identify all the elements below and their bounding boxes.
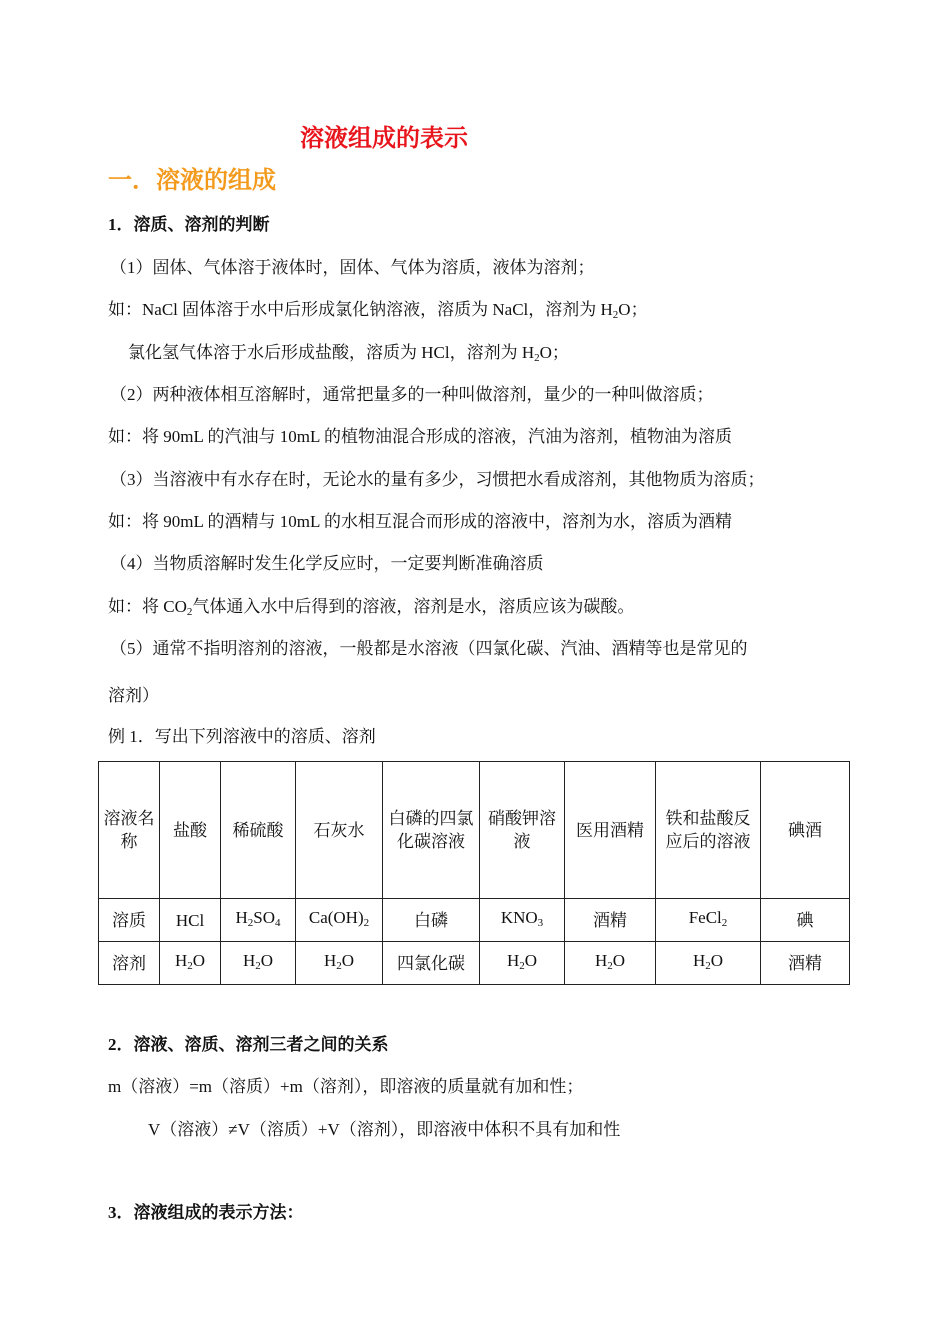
paragraph-line: 如：将 $CO_2$气体通入水中后得到的溶液，溶剂是水，溶质应该为碳酸。 [108, 597, 635, 618]
table-cell: 酒精 [565, 899, 656, 942]
subsection-heading: 2．溶液、溶质、溶剂三者之间的关系 [108, 1035, 389, 1054]
subsection-heading: 3．溶液组成的表示方法： [108, 1203, 304, 1222]
paragraph-line: （5）通常不指明溶剂的溶液，一般都是水溶液（四氯化碳、汽油、酒精等也是常见的 [110, 639, 748, 658]
paragraph-line: （2）两种液体相互溶解时，通常把量多的一种叫做溶剂，量少的一种叫做溶质； [110, 385, 714, 404]
table-cell: 溶液名称 [99, 762, 160, 899]
table-cell: 铁和盐酸反应后的溶液 [656, 762, 761, 899]
page-title: 溶液组成的表示 [300, 126, 468, 152]
table-cell: $H_2O$ [296, 942, 383, 985]
paragraph-line: 溶剂） [108, 686, 159, 705]
table-cell: 白磷的四氯化碳溶液 [383, 762, 480, 899]
solution-table [98, 761, 850, 985]
paragraph-line: （4）当物质溶解时发生化学反应时，一定要判断准确溶质 [110, 554, 544, 573]
table-cell: 硝酸钾溶液 [480, 762, 565, 899]
table-row [99, 942, 850, 985]
paragraph-line: 氯化氢气体溶于水后形成盐酸，溶质为 HCl，溶剂为 $H_2O$； [128, 343, 569, 364]
table-cell: 碘 [761, 899, 850, 942]
paragraph-line: （1）固体、气体溶于液体时，固体、气体为溶质，液体为溶剂； [110, 258, 595, 277]
table-cell: 石灰水 [296, 762, 383, 899]
table-cell: 稀硫酸 [221, 762, 296, 899]
paragraph-line: 如：将 90mL 的酒精与 10mL 的水相互混合而形成的溶液中，溶剂为水，溶质为酒精 [108, 512, 732, 531]
paragraph-line: 如：将 90mL 的汽油与 10mL 的植物油混合形成的溶液，汽油为溶剂，植物油为溶质 [108, 427, 732, 446]
table-cell: 酒精 [761, 942, 850, 985]
table-cell: $H_2O$ [160, 942, 221, 985]
table-cell: $H_2O$ [565, 942, 656, 985]
table-cell: $H_2SO_4$ [221, 899, 296, 942]
table-cell: 四氯化碳 [383, 942, 480, 985]
paragraph-line: V（溶液）≠V（溶质）+V（溶剂），即溶液中体积不具有加和性 [148, 1120, 621, 1139]
table-row [99, 899, 850, 942]
table-header-row [99, 762, 850, 899]
table-cell: $Ca(OH)_2$ [296, 899, 383, 942]
table-cell: $KNO_3$ [480, 899, 565, 942]
subsection-heading: 1．溶质、溶剂的判断 [108, 215, 270, 234]
table-cell: 溶质 [99, 899, 160, 942]
paragraph-line: （3）当溶液中有水存在时，无论水的量有多少，习惯把水看成溶剂，其他物质为溶质； [110, 470, 765, 489]
example-heading: 例 1．写出下列溶液中的溶质、溶剂 [108, 727, 376, 746]
table-cell: $H_2O$ [480, 942, 565, 985]
table-cell: 碘酒 [761, 762, 850, 899]
table-cell: 溶剂 [99, 942, 160, 985]
table-cell: $H_2O$ [656, 942, 761, 985]
table-cell: FeCl$_2$ [656, 899, 761, 942]
section-heading: 一．溶液的组成 [108, 168, 276, 194]
table-cell: 医用酒精 [565, 762, 656, 899]
paragraph-line: 如：NaCl 固体溶于水中后形成氯化钠溶液，溶质为 NaCl，溶剂为 $H_2O$； [108, 300, 648, 321]
table-cell: $H_2O$ [221, 942, 296, 985]
table-cell: 白磷 [383, 899, 480, 942]
table-cell: 盐酸 [160, 762, 221, 899]
table-cell: HCl [160, 899, 221, 942]
paragraph-line: m（溶液）=m（溶质）+m（溶剂），即溶液的质量就有加和性； [108, 1077, 584, 1096]
